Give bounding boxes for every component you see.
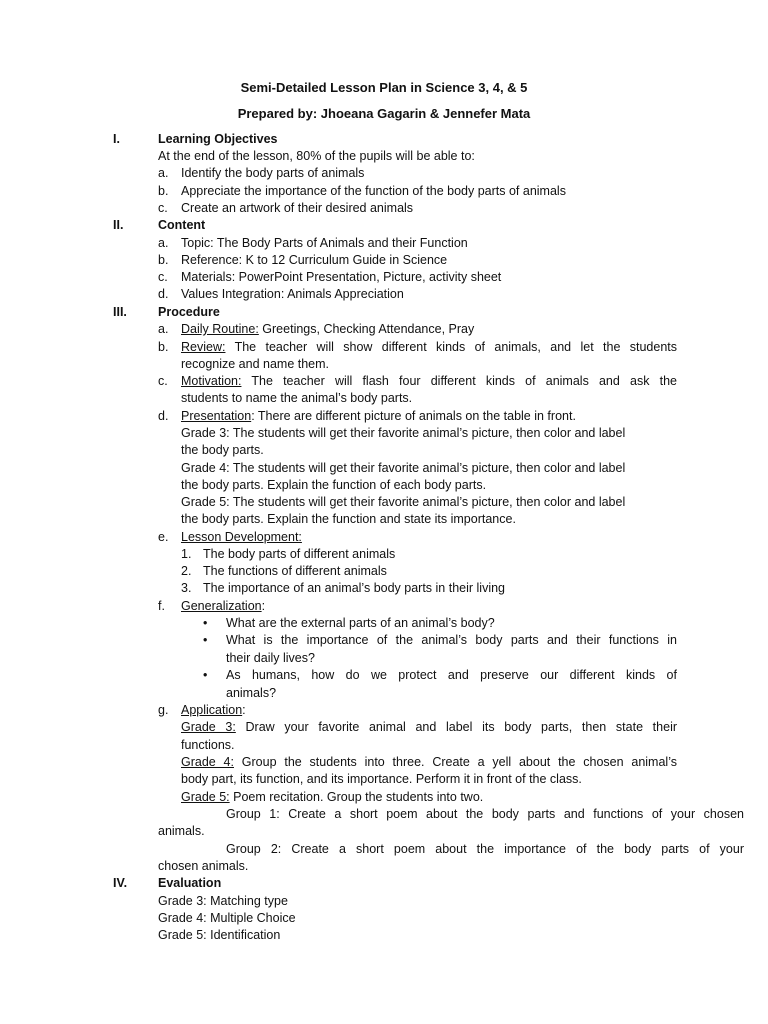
- item-label: Motivation:: [181, 374, 242, 388]
- grade-5-text: Grade 5: The students will get their favorite animal’s picture, then color and label: [181, 495, 626, 509]
- list-marker: a.: [158, 166, 169, 180]
- bullet-item: What are the external parts of an animal’s body?: [226, 616, 495, 630]
- application-grade-5: [181, 789, 483, 806]
- group-2-text-continued: chosen animals.: [158, 859, 249, 873]
- bullet-item: As humans, how do we protect and preserve our different kinds of: [226, 668, 677, 682]
- list-marker: f.: [158, 599, 165, 613]
- list-marker: 1.: [181, 547, 192, 561]
- grade-label: Grade 4:: [181, 755, 234, 769]
- list-item: The body parts of different animals: [203, 547, 396, 561]
- list-marker: b.: [158, 253, 169, 267]
- list-marker: d.: [158, 409, 169, 423]
- list-item: Reference: K to 12 Curriculum Guide in Science: [181, 253, 448, 267]
- section-heading: Content: [158, 218, 206, 232]
- section-heading: Evaluation: [158, 876, 222, 890]
- item-label: Application: [181, 703, 243, 717]
- list-item: The importance of an animal’s body parts in their living: [203, 581, 506, 595]
- bullet-item-continued: animals?: [226, 686, 277, 700]
- section-number: III.: [113, 305, 127, 319]
- group-1-text: Group 1: Create a short poem about the body parts and functions of your chosen: [226, 807, 744, 821]
- item-text: The teacher will show different kinds of animals, and let the students: [225, 340, 677, 354]
- grade-4-text: Grade 4: The students will get their favorite animal’s picture, then color and label: [181, 461, 626, 475]
- item-label: Lesson Development:: [181, 530, 302, 544]
- list-item: Materials: PowerPoint Presentation, Picture, activity sheet: [181, 270, 502, 284]
- bullet-item: What is the importance of the animal’s body parts and their functions in: [226, 633, 677, 647]
- list-marker: 3.: [181, 581, 192, 595]
- list-marker: c.: [158, 374, 168, 388]
- procedure-item-review: [181, 339, 677, 356]
- document-title: Semi-Detailed Lesson Plan in Science 3, 4, & 5: [240, 80, 528, 95]
- item-label: Daily Routine:: [181, 322, 259, 336]
- procedure-item-motivation: [181, 373, 677, 390]
- evaluation-line: Grade 4: Multiple Choice: [158, 911, 296, 925]
- list-item: Topic: The Body Parts of Animals and their Function: [181, 236, 468, 250]
- grade-text: Poem recitation. Group the students into two.: [229, 790, 484, 804]
- application-grade-3: [181, 719, 677, 736]
- list-marker: b.: [158, 340, 169, 354]
- evaluation-line: Grade 5: Identification: [158, 928, 281, 942]
- evaluation-line: Grade 3: Matching type: [158, 894, 288, 908]
- list-marker: c.: [158, 201, 168, 215]
- list-marker: g.: [158, 703, 169, 717]
- list-item: Appreciate the importance of the function of the body parts of animals: [181, 184, 566, 198]
- procedure-item-application: [181, 702, 246, 719]
- bullet-item-continued: their daily lives?: [226, 651, 315, 665]
- group-2-text: Group 2: Create a short poem about the importance of the body parts of your: [226, 842, 744, 856]
- list-item: Values Integration: Animals Appreciation: [181, 287, 404, 301]
- prepared-by: Prepared by: Jhoeana Gagarin & Jennefer Mata: [237, 106, 531, 121]
- item-text: Greetings, Checking Attendance, Pray: [258, 322, 475, 336]
- list-item: Create an artwork of their desired animals: [181, 201, 414, 215]
- grade-label: Grade 5:: [181, 790, 230, 804]
- procedure-item-generalization: [181, 598, 265, 615]
- list-marker: e.: [158, 530, 169, 544]
- grade-3-text: Grade 3: The students will get their favorite animal’s picture, then color and label: [181, 426, 626, 440]
- item-label: Review:: [181, 340, 226, 354]
- section-heading: Procedure: [158, 305, 220, 319]
- bullet-icon: [203, 632, 207, 649]
- item-text-continued: recognize and name them.: [181, 357, 330, 371]
- item-colon: :: [242, 703, 246, 717]
- grade-5-text: the body parts. Explain the function and state its importance.: [181, 512, 516, 526]
- application-grade-4: [181, 754, 677, 771]
- item-label: Generalization: [181, 599, 262, 613]
- list-item: Identify the body parts of animals: [181, 166, 365, 180]
- item-colon: :: [261, 599, 266, 613]
- list-marker: b.: [158, 184, 169, 198]
- grade-text-continued: body part, its function, and its importance. Perform it in front of the class.: [181, 772, 582, 786]
- list-marker: c.: [158, 270, 168, 284]
- list-marker: a.: [158, 322, 169, 336]
- grade-3-text: the body parts.: [181, 443, 264, 457]
- grade-text: Group the students into three. Create a yell about the chosen animal’s: [233, 755, 678, 769]
- grade-text-continued: functions.: [181, 738, 235, 752]
- section-number: I.: [113, 132, 120, 146]
- bullet-icon: [203, 615, 207, 632]
- section-number: II.: [113, 218, 124, 232]
- list-marker: d.: [158, 287, 169, 301]
- section-heading: Learning Objectives: [158, 132, 278, 146]
- objectives-intro: At the end of the lesson, 80% of the pupils will be able to:: [158, 149, 475, 163]
- list-item: The functions of different animals: [203, 564, 387, 578]
- list-marker: a.: [158, 236, 169, 250]
- item-label: Presentation: [181, 409, 252, 423]
- group-1-text-continued: animals.: [158, 824, 205, 838]
- item-text-continued: students to name the animal’s body parts.: [181, 391, 413, 405]
- item-text: : There are different picture of animals on the table in front.: [251, 409, 576, 423]
- section-number: IV.: [113, 876, 128, 890]
- grade-label: Grade 3:: [181, 720, 236, 734]
- procedure-item-presentation: [181, 408, 576, 425]
- item-text: The teacher will flash four different kinds of animals and ask the: [241, 374, 677, 388]
- list-marker: 2.: [181, 564, 192, 578]
- bullet-icon: [203, 667, 207, 684]
- procedure-item-daily-routine: [181, 321, 474, 338]
- grade-4-text: the body parts. Explain the function of each body parts.: [181, 478, 487, 492]
- grade-text: Draw your favorite animal and label its body parts, then state their: [235, 720, 678, 734]
